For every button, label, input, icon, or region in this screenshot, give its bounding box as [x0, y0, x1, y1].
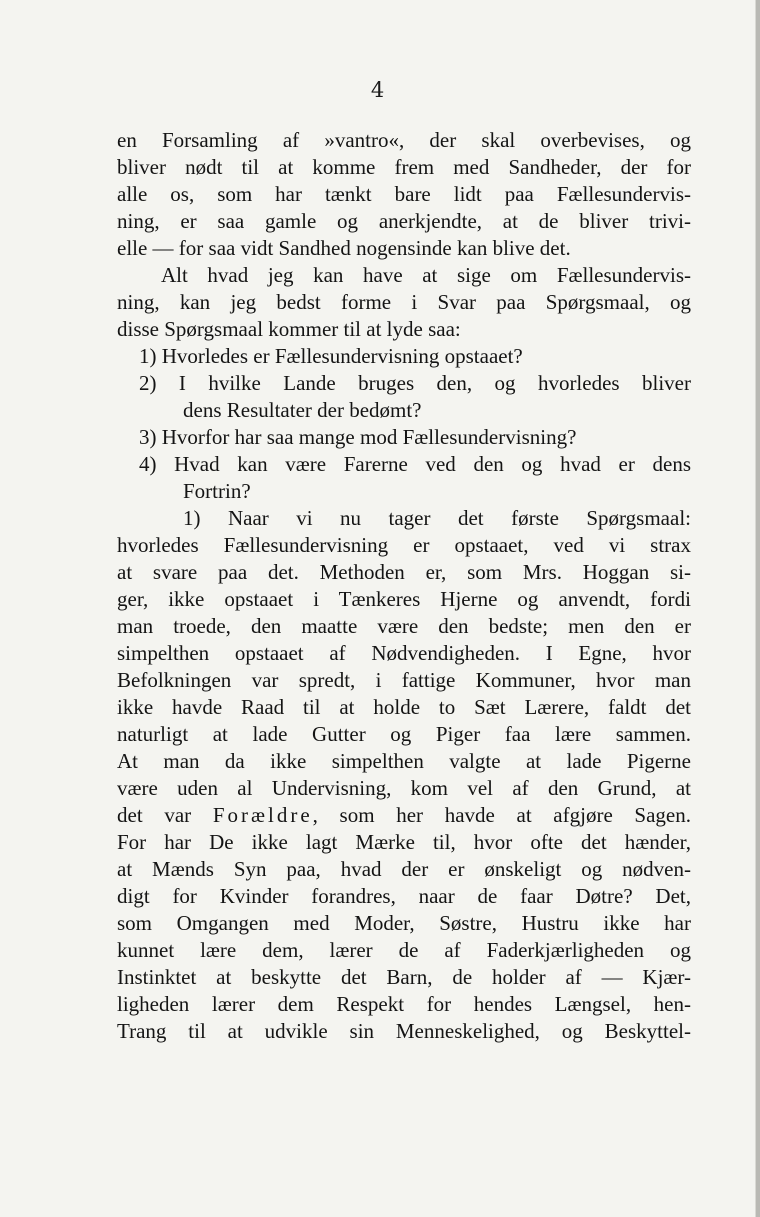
text-line: hvorledes Fællesundervisning er opstaaet, ved vi strax	[117, 533, 691, 557]
text-line: naturligt at lade Gutter og Piger faa lære sammen.	[117, 722, 691, 746]
question-2-continued: dens Resultater der bedømt?	[183, 398, 422, 422]
text-line: at Mænds Syn paa, hvad der er ønskeligt og nødven-	[117, 857, 691, 881]
text-line: ligheden lærer dem Respekt for hendes Længsel, hen-	[117, 992, 691, 1016]
text-line: simpelthen opstaaet af Nødvendigheden. I Egne, hvor	[117, 641, 691, 665]
text-line: digt for Kvinder forandres, naar de faar Døtre? Det,	[117, 884, 691, 908]
text-line: disse Spørgsmaal kommer til at lyde saa:	[117, 317, 461, 341]
body-text	[117, 127, 691, 1045]
text-line: bliver nødt til at komme frem med Sandheder, der for	[117, 155, 691, 179]
text-line: Alt hvad jeg kan have at sige om Fællesundervis-	[161, 263, 691, 287]
question-1: 1) Hvorledes er Fællesundervisning opstaaet?	[139, 344, 523, 368]
text-line: man troede, den maatte være den bedste; men den er	[117, 614, 691, 638]
text-fragment: , som her havde at afgjøre Sagen.	[312, 803, 691, 827]
question-4: 4) Hvad kan være Farerne ved den og hvad er dens	[139, 452, 691, 476]
question-3: 3) Hvorfor har saa mange mod Fællesundervisning?	[139, 425, 577, 449]
text-line	[117, 802, 691, 829]
text-line: ger, ikke opstaaet i Tænkeres Hjerne og anvendt, fordi	[117, 587, 691, 611]
text-line: en Forsamling af »vantro«, der skal overbevises, og	[117, 128, 691, 152]
text-line: ikke havde Raad til at holde to Sæt Lærere, faldt det	[117, 695, 691, 719]
question-4-continued: Fortrin?	[183, 479, 251, 503]
text-line: Befolkningen var spredt, i fattige Kommuner, hvor man	[117, 668, 691, 692]
text-line: For har De ikke lagt Mærke til, hvor ofte det hænder,	[117, 830, 691, 854]
text-line: 1) Naar vi nu tager det første Spørgsmaal:	[183, 506, 691, 530]
text-line: ning, kan jeg bedst forme i Svar paa Spørgsmaal, og	[117, 290, 691, 314]
text-line: være uden al Undervisning, kom vel af den Grund, at	[117, 776, 691, 800]
text-line: ning, er saa gamle og anerkjendte, at de bliver trivi-	[117, 209, 691, 233]
text-line: at svare paa det. Methoden er, som Mrs. Hoggan si-	[117, 560, 691, 584]
emphasized-word: Forældre	[212, 803, 313, 827]
text-line: elle — for saa vidt Sandhed nogensinde kan blive det.	[117, 236, 571, 260]
text-line: som Omgangen med Moder, Søstre, Hustru ikke har	[117, 911, 691, 935]
text-line: kunnet lære dem, lærer de af Faderkjærligheden og	[117, 938, 691, 962]
text-fragment: det var	[117, 803, 192, 827]
page-number: 4	[370, 78, 385, 102]
text-line: alle os, som har tænkt bare lidt paa Fællesundervis-	[117, 182, 691, 206]
question-2: 2) I hvilke Lande bruges den, og hvorledes bliver	[139, 371, 691, 395]
text-line: Instinktet at beskytte det Barn, de holder af — Kjær-	[117, 965, 691, 989]
text-line: At man da ikke simpelthen valgte at lade Pigerne	[117, 749, 691, 773]
text-line: Trang til at udvikle sin Menneskelighed, og Beskyttel-	[117, 1019, 691, 1043]
